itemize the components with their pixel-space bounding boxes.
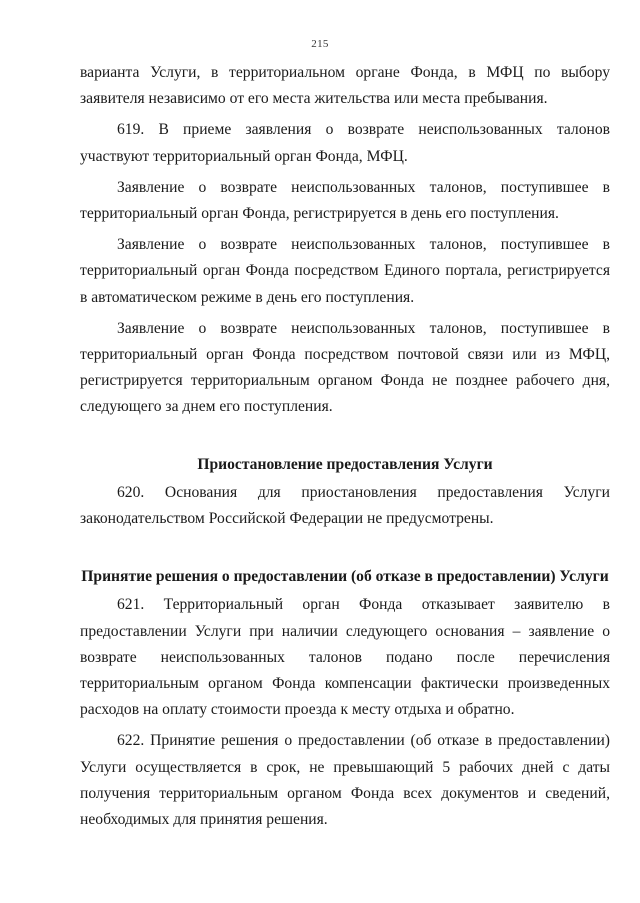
paragraph-622: 622. Принятие решения о предоставлении (об отказе в предоставлении) Услуги осуществляется в срок, не превышающий 5 рабочих дней с даты получения территориальным органом Фонда всех документов и сведений, необходимых для принятия решения.: [80, 732, 610, 829]
paragraph-621: 621. Территориальный орган Фонда отказывает заявителю в предоставлении Услуги при наличии следующего основания – заявление о возврате неиспользованных талонов подано после перечисления территориальным органом Фонда компенсации фактически произведенных расходов на оплату стоимости проезда к месту отдыха и обратно.: [80, 596, 610, 719]
paragraph-620: 620. Основания для приостановления предоставления Услуги законодательством Российской Федерации не предусмотрены.: [80, 483, 610, 528]
document-body: [80, 60, 610, 833]
section-heading-suspension: Приостановление предоставления Услуги: [197, 455, 493, 473]
paragraph-continued: варианта Услуги, в территориальном органе Фонда, в МФЦ по выбору заявителя независимо от его места жительства или места пребывания.: [80, 64, 610, 108]
section-heading-decision: Принятие решения о предоставлении (об отказе в предоставлении) Услуги: [81, 568, 609, 586]
page-number: 215: [311, 38, 329, 50]
paragraph-619: 619. В приеме заявления о возврате неиспользованных талонов участвуют территориальный орган Фонда, МФЦ.: [80, 121, 610, 165]
paragraph-619-registration: Заявление о возврате неиспользованных талонов, поступившее в территориальный орган Фонда, регистрируется в день его поступления.: [80, 178, 610, 223]
paragraph-619-mail: Заявление о возврате неиспользованных талонов, поступившее в территориальный орган Фонда посредством почтовой связи или из МФЦ, регистрируется территориальным органом Фонда не позднее рабочего дня, следующего за днем его поступления.: [80, 319, 610, 416]
paragraph-619-portal: Заявление о возврате неиспользованных талонов, поступившее в территориальный орган Фонда посредством Единого портала, регистрируется в автоматическом режиме в день его поступления.: [80, 236, 610, 306]
